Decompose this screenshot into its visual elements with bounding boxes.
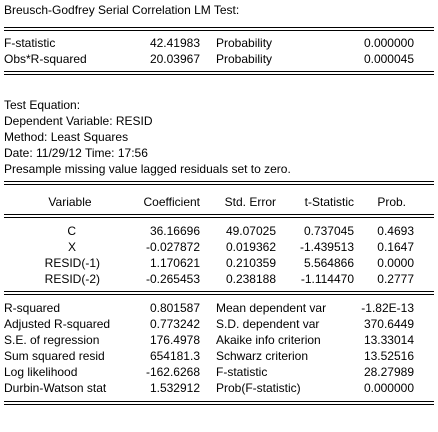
coefficient: -0.265453 xyxy=(145,272,200,286)
info-line: Date: 11/29/12 Time: 17:56 xyxy=(4,146,148,160)
summary-row xyxy=(0,364,438,380)
variable-name: RESID(-1) xyxy=(44,256,100,270)
summary-label: Durbin-Watson stat xyxy=(4,381,107,395)
summary-label: S.D. dependent var xyxy=(216,317,320,331)
summary-value: 176.4978 xyxy=(149,333,200,347)
test-stat-row xyxy=(0,51,438,67)
summary-label: Sum squared resid xyxy=(4,349,105,363)
prob: 0.2777 xyxy=(377,272,414,286)
prob-value: 0.000000 xyxy=(363,36,414,50)
table-row xyxy=(0,271,438,287)
coefficient: 36.16696 xyxy=(149,224,200,238)
prob-label: Probability xyxy=(216,36,273,50)
summary-value: 0.801587 xyxy=(149,301,200,315)
table-row xyxy=(0,223,438,239)
t-statistic: -1.439513 xyxy=(299,240,354,254)
stat-label: Obs*R-squared xyxy=(4,52,87,66)
t-statistic: 0.737045 xyxy=(303,224,354,238)
table-row xyxy=(0,239,438,255)
table-header-row xyxy=(0,194,438,210)
summary-value: 1.532912 xyxy=(149,381,200,395)
summary-row xyxy=(0,300,438,316)
divider xyxy=(4,71,434,75)
summary-label: S.E. of regression xyxy=(4,333,100,347)
summary-label: Mean dependent var xyxy=(216,301,327,315)
std-error: 0.238188 xyxy=(225,272,276,286)
variable-name: C xyxy=(67,224,76,238)
prob: 0.1647 xyxy=(377,240,414,254)
summary-row xyxy=(0,332,438,348)
summary-value: 0.773242 xyxy=(149,317,200,331)
summary-row xyxy=(0,316,438,332)
info-line: Dependent Variable: RESID xyxy=(4,114,153,128)
column-header: t-Statistic xyxy=(304,195,354,209)
prob-label: Probability xyxy=(216,52,273,66)
summary-value: 654181.3 xyxy=(149,349,200,363)
summary-value: 370.6449 xyxy=(363,317,414,331)
summary-label: Akaike info criterion xyxy=(216,333,321,347)
summary-value: -162.6268 xyxy=(145,365,200,379)
t-statistic: -1.114470 xyxy=(300,272,354,286)
prob-value: 0.000045 xyxy=(363,52,414,66)
summary-label: F-statistic xyxy=(216,365,268,379)
divider xyxy=(4,27,434,31)
stat-value: 42.41983 xyxy=(149,36,200,50)
test-stat-row xyxy=(0,35,438,51)
summary-value: 0.000000 xyxy=(363,381,414,395)
t-statistic: 5.564866 xyxy=(303,256,354,270)
divider xyxy=(4,181,434,185)
summary-label: R-squared xyxy=(4,301,61,315)
stat-value: 20.03967 xyxy=(149,52,200,66)
std-error: 0.210359 xyxy=(225,256,276,270)
prob: 0.4693 xyxy=(377,224,414,238)
summary-value: 28.27989 xyxy=(363,365,414,379)
summary-label: Adjusted R-squared xyxy=(4,317,111,331)
info-line: Method: Least Squares xyxy=(4,130,129,144)
column-header: Variable xyxy=(48,195,92,209)
summary-label: Prob(F-statistic) xyxy=(216,381,301,395)
coefficient: -0.027872 xyxy=(145,240,200,254)
table-row xyxy=(0,255,438,271)
summary-label: Schwarz criterion xyxy=(216,349,309,363)
info-line: Presample missing value lagged residuals set to zero. xyxy=(4,162,291,176)
variable-name: X xyxy=(67,240,76,254)
summary-label: Log likelihood xyxy=(4,365,78,379)
column-header: Coefficient xyxy=(143,195,200,209)
summary-row xyxy=(0,380,438,396)
coefficient: 1.170621 xyxy=(149,256,200,270)
std-error: 0.019362 xyxy=(225,240,276,254)
test-title: Breusch-Godfrey Serial Correlation LM Test: xyxy=(4,3,240,17)
summary-value: 13.52516 xyxy=(363,349,414,363)
stat-label: F-statistic xyxy=(4,36,56,50)
divider xyxy=(4,214,434,218)
divider xyxy=(4,401,434,405)
summary-row xyxy=(0,348,438,364)
summary-value: 13.33014 xyxy=(363,333,414,347)
summary-value: -1.82E-13 xyxy=(361,301,414,315)
column-header: Prob. xyxy=(377,195,406,209)
column-header: Std. Error xyxy=(224,195,276,209)
variable-name: RESID(-2) xyxy=(44,272,100,286)
divider xyxy=(4,291,434,295)
prob: 0.0000 xyxy=(377,256,414,270)
info-line: Test Equation: xyxy=(4,98,81,112)
std-error: 49.07025 xyxy=(225,224,276,238)
